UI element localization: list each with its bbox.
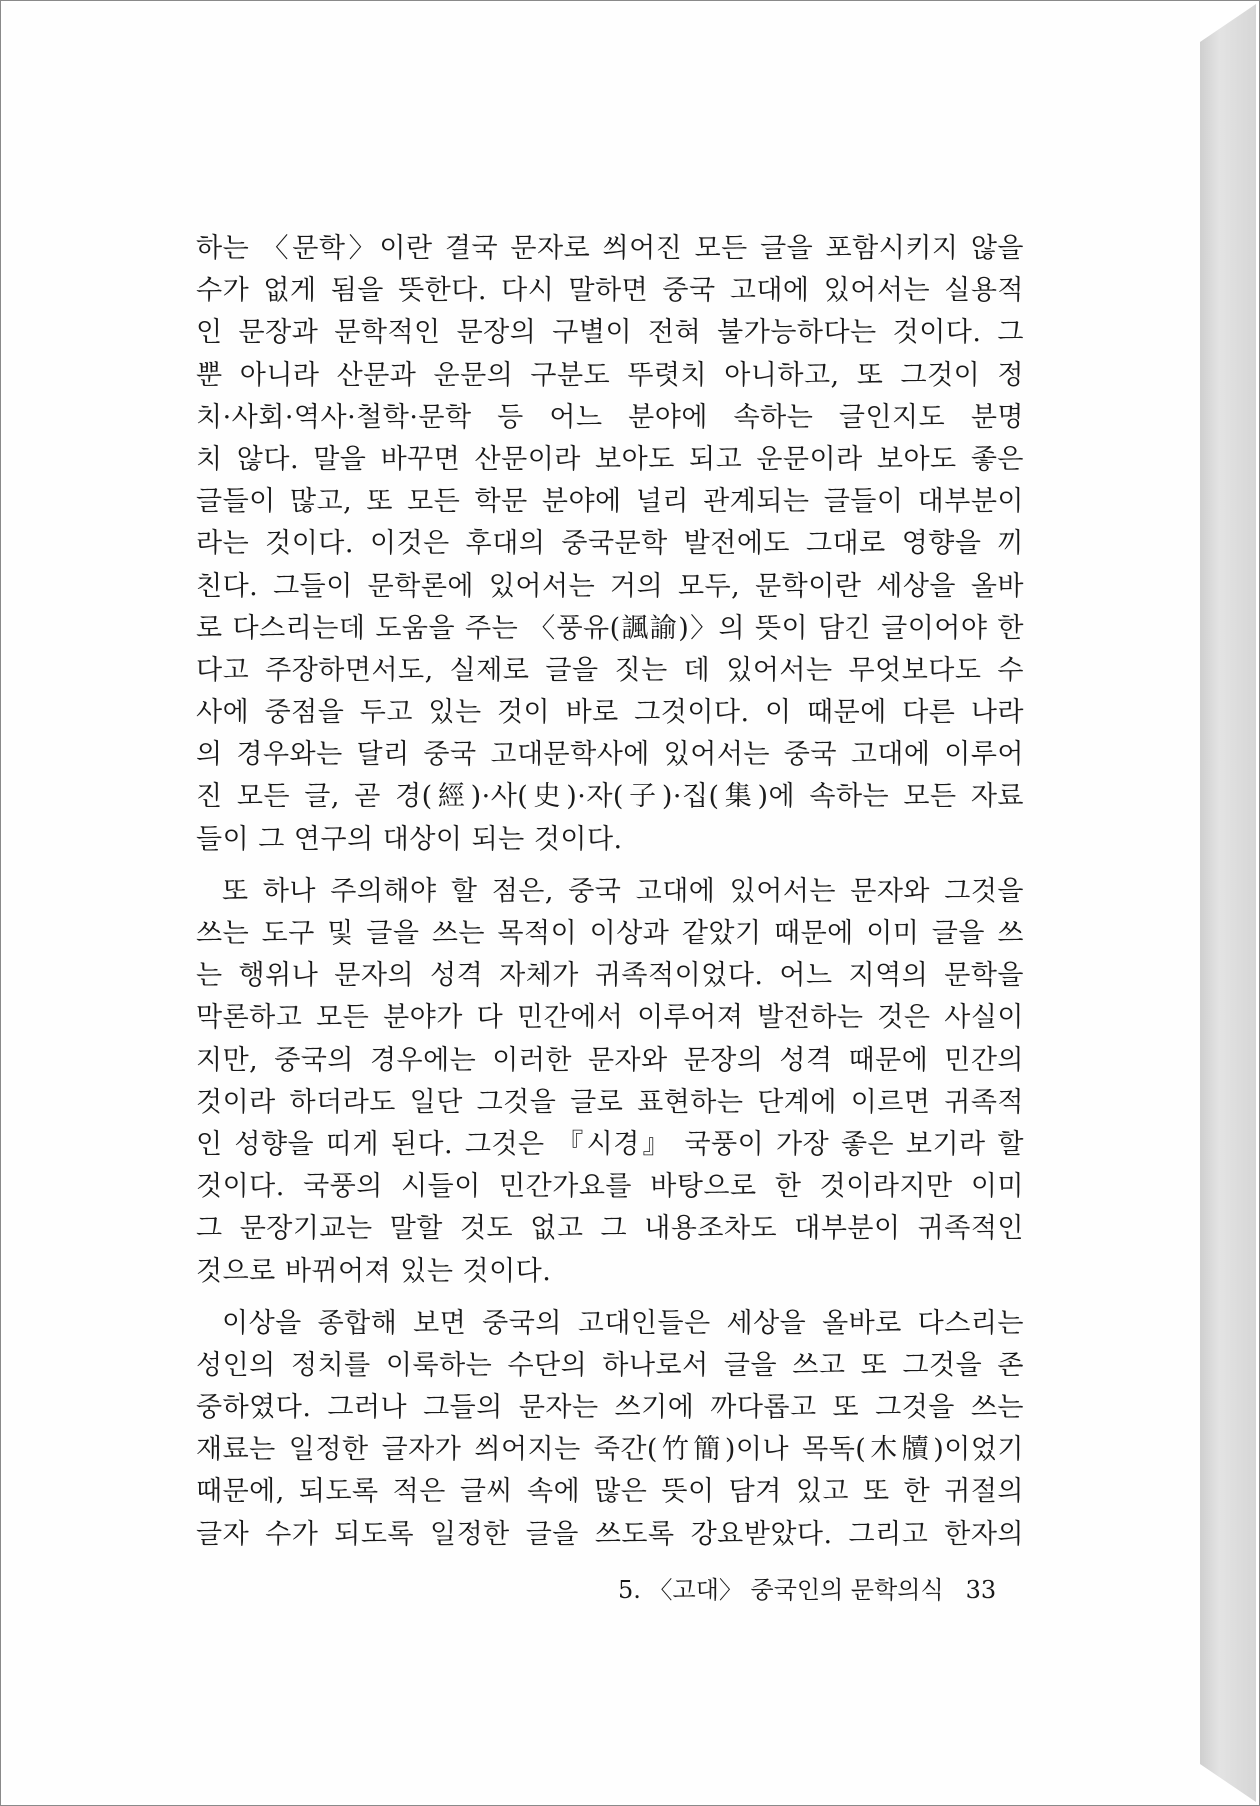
paragraph-1 [196, 228, 1024, 861]
text-line: 글자 수가 되도록 일정한 글을 쓰도록 강요받았다. 그리고 한자의 [196, 1518, 1024, 1550]
text-line: 의 경우와는 달리 중국 고대문학사에 있어서는 중국 고대에 이루어 [196, 739, 1024, 771]
text-line: 것으로 바뀌어져 있는 것이다. [196, 1255, 552, 1287]
text-line: 성인의 정치를 이룩하는 수단의 하나로서 글을 쓰고 또 그것을 존 [196, 1349, 1024, 1381]
text-line: 재료는 일정한 글자가 씌어지는 죽간(竹簡)이나 목독(木牘)이었기 [196, 1434, 1024, 1466]
paragraph-3 [196, 1303, 1024, 1556]
text-line: 것이라 하더라도 일단 그것을 글로 표현하는 단계에 이르면 귀족적 [196, 1086, 1024, 1118]
text-line: 치·사회·역사·철학·문학 등 어느 분야에 속하는 글인지도 분명 [196, 401, 1024, 433]
text-line: 로 다스리는데 도움을 주는 〈풍유(諷諭)〉의 뜻이 담긴 글이어야 한 [196, 612, 1024, 644]
book-page-edge [1200, 4, 1256, 1802]
body-text [196, 228, 1024, 1556]
text-line: 것이다. 국풍의 시들이 민간가요를 바탕으로 한 것이라지만 이미 [196, 1171, 1024, 1203]
text-line: 중하였다. 그러나 그들의 문자는 쓰기에 까다롭고 또 그것을 쓰는 [196, 1392, 1024, 1424]
text-line: 그 문장기교는 말할 것도 없고 그 내용조차도 대부분이 귀족적인 [196, 1213, 1024, 1245]
text-line: 다고 주장하면서도, 실제로 글을 짓는 데 있어서는 무엇보다도 수 [196, 654, 1024, 686]
text-line: 진 모든 글, 곧 경(經)·사(史)·자(子)·집(集)에 속하는 모든 자료 [196, 781, 1024, 813]
text-line: 치 않다. 말을 바꾸면 산문이라 보아도 되고 운문이라 보아도 좋은 [196, 443, 1024, 475]
text-line: 들이 그 연구의 대상이 되는 것이다. [196, 823, 623, 855]
text-line: 수가 없게 됨을 뜻한다. 다시 말하면 중국 고대에 있어서는 실용적 [196, 275, 1024, 307]
text-line: 글들이 많고, 또 모든 학문 분야에 널리 관계되는 글들이 대부분이 [196, 486, 1024, 518]
text-line: 이상을 종합해 보면 중국의 고대인들은 세상을 올바로 다스리는 [222, 1307, 1024, 1339]
text-line: 친다. 그들이 문학론에 있어서는 거의 모두, 문학이란 세상을 올바 [196, 570, 1024, 602]
book-page [4, 4, 1201, 1802]
text-line: 막론하고 모든 분야가 다 민간에서 이루어져 발전하는 것은 사실이 [196, 1002, 1024, 1034]
text-line: 인 문장과 문학적인 문장의 구별이 전혀 불가능하다는 것이다. 그 [196, 317, 1024, 349]
text-line: 지만, 중국의 경우에는 이러한 문자와 문장의 성격 때문에 민간의 [196, 1044, 1024, 1076]
page-number: 33 [965, 1576, 997, 1604]
chapter-title: 5. 〈고대〉 중국인의 문학의식 [618, 1576, 944, 1604]
paragraph-2 [196, 871, 1024, 1293]
text-line: 때문에, 되도록 적은 글씨 속에 많은 뜻이 담겨 있고 또 한 귀절의 [196, 1476, 1024, 1508]
text-line: 또 하나 주의해야 할 점은, 중국 고대에 있어서는 문자와 그것을 [222, 875, 1024, 907]
running-footer [618, 1570, 996, 1605]
text-line: 인 성향을 띠게 된다. 그것은 『시경』 국풍이 가장 좋은 보기라 할 [196, 1128, 1024, 1160]
text-line: 라는 것이다. 이것은 후대의 중국문학 발전에도 그대로 영향을 끼 [196, 528, 1024, 560]
text-line: 하는 〈문학〉이란 결국 문자로 씌어진 모든 글을 포함시키지 않을 [196, 233, 1024, 264]
text-line: 쓰는 도구 및 글을 쓰는 목적이 이상과 같았기 때문에 이미 글을 쓰 [196, 918, 1024, 949]
text-line: 뿐 아니라 산문과 운문의 구분도 뚜렷치 아니하고, 또 그것이 정 [196, 359, 1024, 391]
text-line: 사에 중점을 두고 있는 것이 바로 그것이다. 이 때문에 다른 나라 [196, 697, 1024, 729]
text-line: 는 행위나 문자의 성격 자체가 귀족적이었다. 어느 지역의 문학을 [196, 960, 1024, 992]
